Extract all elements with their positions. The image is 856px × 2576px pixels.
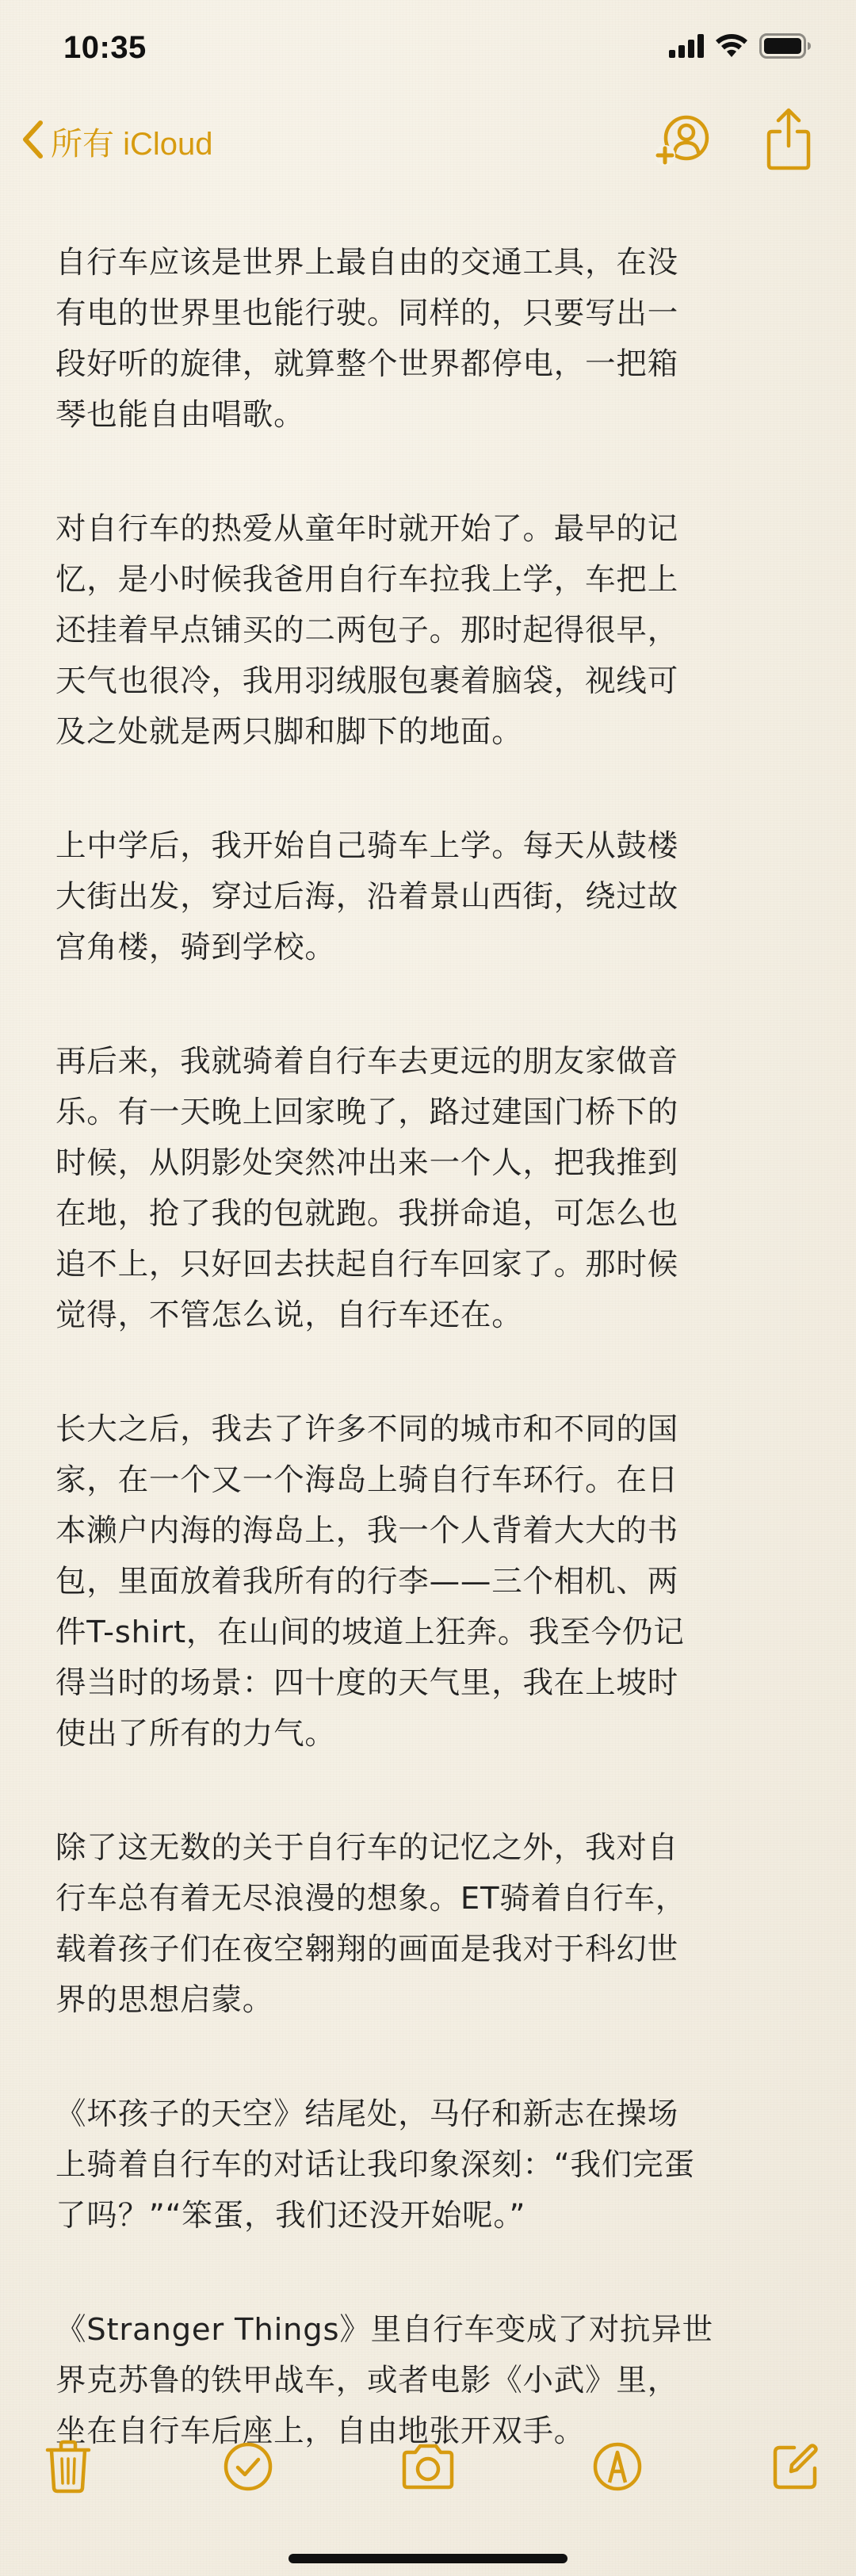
status-bar xyxy=(0,0,856,103)
note-paragraph[interactable]: 再后来，我就骑着自行车去更远的朋友家做音 乐。有一天晚上回家晚了，路过建国门桥下的 时候，从阴影处突然冲出来一个人，把我推到 在地，抢了我的包就跑。我拼命追，可怎么也 追不上，只好回去扶起自行车回家了。那时候 觉得，不管怎么说，自行车还在。 xyxy=(55,1044,679,1333)
bottom-toolbar xyxy=(0,2417,856,2521)
checklist-button[interactable] xyxy=(215,2435,281,2501)
camera-button[interactable] xyxy=(395,2435,461,2501)
checklist-icon xyxy=(223,2441,273,2495)
share-button[interactable] xyxy=(761,106,816,173)
status-icons xyxy=(669,33,812,62)
nav-bar xyxy=(0,103,856,182)
note-paragraph[interactable]: 《坏孩子的天空》结尾处，马仔和新志在操场 上骑着自行车的对话让我印象深刻：“我们完蛋 了吗？”“笨蛋，我们还没开始呢。” xyxy=(55,2096,695,2234)
markup-button[interactable] xyxy=(584,2435,651,2501)
camera-icon xyxy=(399,2443,457,2494)
add-person-icon xyxy=(652,161,712,176)
markup-pen-icon xyxy=(592,2441,643,2495)
note-paragraph[interactable]: 《Stranger Things》里自行车变成了对抗异世 界克苏鲁的铁甲战车，或者电影《小武》里， 坐在自行车后座上，自由地张开双手。 xyxy=(55,2312,713,2449)
home-indicator[interactable] xyxy=(289,2554,567,2563)
note-body[interactable] xyxy=(55,238,808,2521)
note-paragraph[interactable]: 除了这无数的关于自行车的记忆之外，我对自 行车总有着无尽浪漫的想象。ET骑着自行车， 载着孩子们在夜空翱翔的画面是我对于科幻世 界的思想启蒙。 xyxy=(55,1830,687,2018)
delete-button[interactable] xyxy=(35,2435,101,2501)
trash-icon xyxy=(44,2439,92,2498)
add-person-button[interactable] xyxy=(652,109,712,173)
cellular-signal-icon xyxy=(669,34,704,61)
battery-icon xyxy=(759,33,812,62)
compose-button[interactable] xyxy=(762,2435,829,2501)
back-button-label: 所有 iCloud xyxy=(51,126,213,162)
share-icon xyxy=(761,161,816,176)
note-paragraph[interactable]: 对自行车的热爱从童年时就开始了。最早的记 忆，是小时候我爸用自行车拉我上学，车把上 还挂着早点铺买的二两包子。那时起得很早， 天气也很冷，我用羽绒服包裹着脑袋，视线可 及之处就是两只脚和脚下的地面。 xyxy=(55,511,679,750)
note-paragraph[interactable]: 自行车应该是世界上最自由的交通工具，在没 有电的世界里也能行驶。同样的，只要写出一 段好听的旋律，就算整个世界都停电，一把箱 琴也能自由唱歌。 xyxy=(55,245,679,433)
compose-icon xyxy=(770,2441,821,2495)
chevron-left-icon xyxy=(21,119,44,163)
note-paragraph[interactable]: 上中学后，我开始自己骑车上学。每天从鼓楼 大街出发，穿过后海，沿着景山西街，绕过故 宫角楼，骑到学校。 xyxy=(55,828,679,965)
note-paragraph[interactable]: 长大之后，我去了许多不同的城市和不同的国 家，在一个又一个海岛上骑自行车环行。在日 本濑户内海的海岛上，我一个人背着大大的书 包，里面放着我所有的行李——三个相机、两 件T-shirt，在山间的坡道上狂奔。我至今仍记 得当时的场景：四十度的天气里，我在上坡时 使出了所有的力气。 xyxy=(55,1412,685,1752)
back-button[interactable] xyxy=(21,109,213,173)
status-time: 10:35 xyxy=(63,30,147,65)
wifi-icon xyxy=(715,33,748,62)
